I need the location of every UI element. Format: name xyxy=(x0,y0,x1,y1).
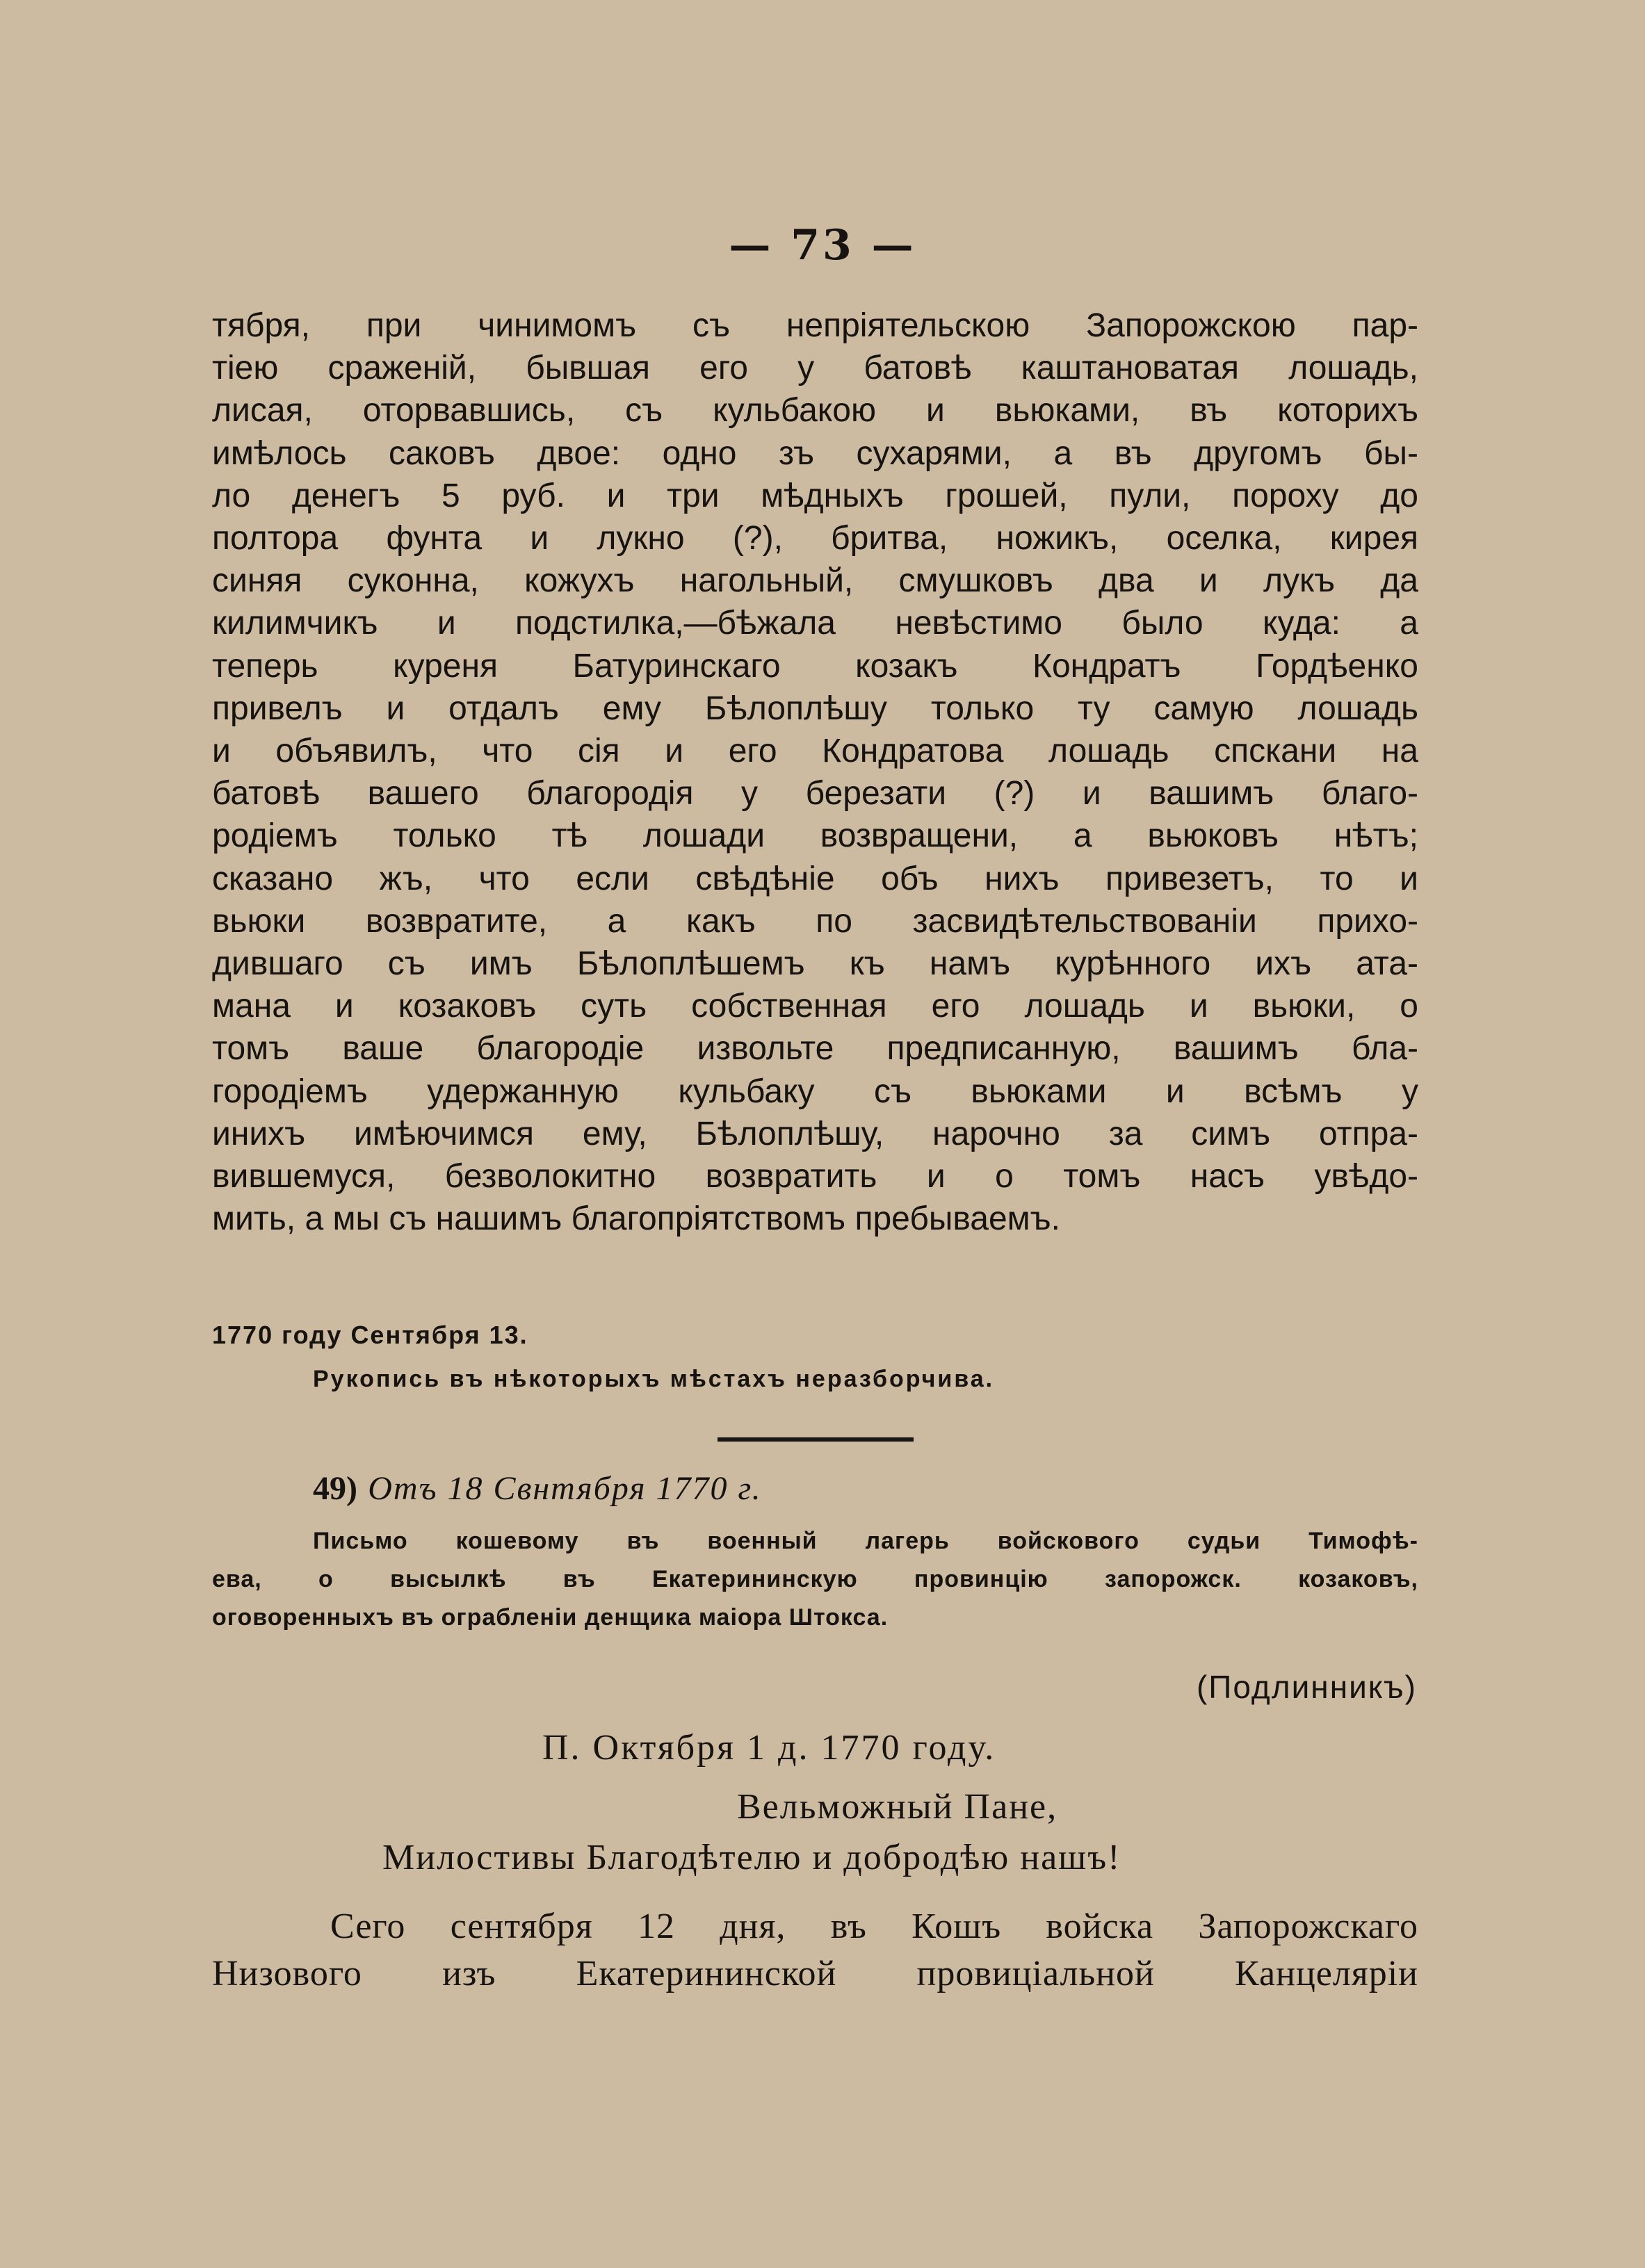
document-date: 1770 году Сентября 13. xyxy=(212,1321,528,1349)
text-line: имѣлось саковъ двое: одно зъ сухарями, а въ другомъ бы- xyxy=(212,434,1418,472)
text-line: мить, а мы съ нашимъ благопріятствомъ пребываемъ. xyxy=(212,1200,1061,1238)
text-line: синяя суконна, кожухъ нагольный, смушковъ два и лукъ да xyxy=(212,562,1418,600)
text-line: инихъ имѣючимся ему, Бѣлоплѣшу, нарочно за симъ отпра- xyxy=(212,1115,1418,1152)
text-line: полтора фунта и лукно (?), бритва, ножикъ, оселка, кирея xyxy=(212,520,1418,557)
section-heading xyxy=(313,1469,762,1508)
page-number: — 73 — xyxy=(729,221,916,270)
text-line: сказано жъ, что если свѣдѣніе объ нихъ привезетъ, то и xyxy=(212,860,1418,897)
text-line: томъ ваше благородіе извольте предписанную, вашимъ бла- xyxy=(212,1030,1418,1068)
salutation-line: Вельможный Пане, xyxy=(737,1787,1058,1827)
text-line: ло денегъ 5 руб. и три мѣдныхъ грошей, пули, пороху до xyxy=(212,477,1418,514)
text-line: вьюки возвратите, а какъ по засвидѣтельствованіи прихо- xyxy=(212,902,1418,940)
body-paragraph xyxy=(212,304,1418,1240)
text-line: лисая, оторвавшись, съ кульбакою и вьюками, въ которихъ xyxy=(212,392,1418,430)
text-line: и объявилъ, что сія и его Кондратова лошадь спскани на xyxy=(212,733,1418,770)
text-line: килимчикъ и подстилка,—бѣжала невѣстимо было куда: а xyxy=(212,605,1418,642)
text-line: тября, при чинимомъ съ непріятельскою Запорожскою пар- xyxy=(212,307,1418,344)
summary-line: оговоренныхъ въ ограбленіи денщика маіора Штокса. xyxy=(212,1604,889,1631)
text-line: привелъ и отдалъ ему Бѣлоплѣшу только ту самую лошадь xyxy=(212,690,1418,727)
section-divider xyxy=(718,1437,914,1442)
summary-line: ева, о высылкѣ въ Екатерининскую провинцію запорожск. козаковъ, xyxy=(212,1566,1418,1592)
section-summary xyxy=(212,1522,1418,1637)
original-label: (Подлинникъ) xyxy=(1196,1669,1417,1705)
section-number: 49) xyxy=(313,1470,357,1507)
letter-body xyxy=(212,1903,1418,1998)
letter-line: Сего сентября 12 дня, въ Кошъ войска Запорожскаго xyxy=(330,1907,1418,1946)
text-line: дившаго съ имъ Бѣлоплѣшемъ къ намъ курѣнного ихъ ата- xyxy=(212,945,1418,983)
text-line: теперь куреня Батуринскаго козакъ Кондратъ Гордѣенко xyxy=(212,647,1418,685)
section-title: Отъ 18 Свнтября 1770 г. xyxy=(368,1470,762,1507)
text-line: городіемъ удержанную кульбаку съ вьюками и всѣмъ у xyxy=(212,1072,1418,1110)
text-line: вившемуся, безволокитно возвратить и о томъ насъ увѣдо- xyxy=(212,1158,1418,1196)
salutation-line: Милостивы Благодѣтелю и добродѣю нашъ! xyxy=(382,1838,1121,1877)
summary-line: Письмо кошевому въ военный лагерь войскового судьи Тимофѣ- xyxy=(313,1528,1418,1554)
letter-date: П. Октября 1 д. 1770 году. xyxy=(542,1728,996,1768)
editorial-note: Рукопись въ нѣкоторыхъ мѣстахъ неразборчива. xyxy=(313,1366,995,1392)
text-line: батовѣ вашего благородія у березати (?) и вашимъ благо- xyxy=(212,775,1418,813)
text-line: мана и козаковъ суть собственная его лошадь и вьюки, о xyxy=(212,988,1418,1025)
letter-line: Низового изъ Екатерининской провиціальной Канцеляріи xyxy=(212,1954,1418,1993)
text-line: тіею сраженій, бывшая его у батовѣ каштановатая лошадь, xyxy=(212,350,1418,387)
text-line: родіемъ только тѣ лошади возвращени, а вьюковъ нѣтъ; xyxy=(212,817,1418,855)
